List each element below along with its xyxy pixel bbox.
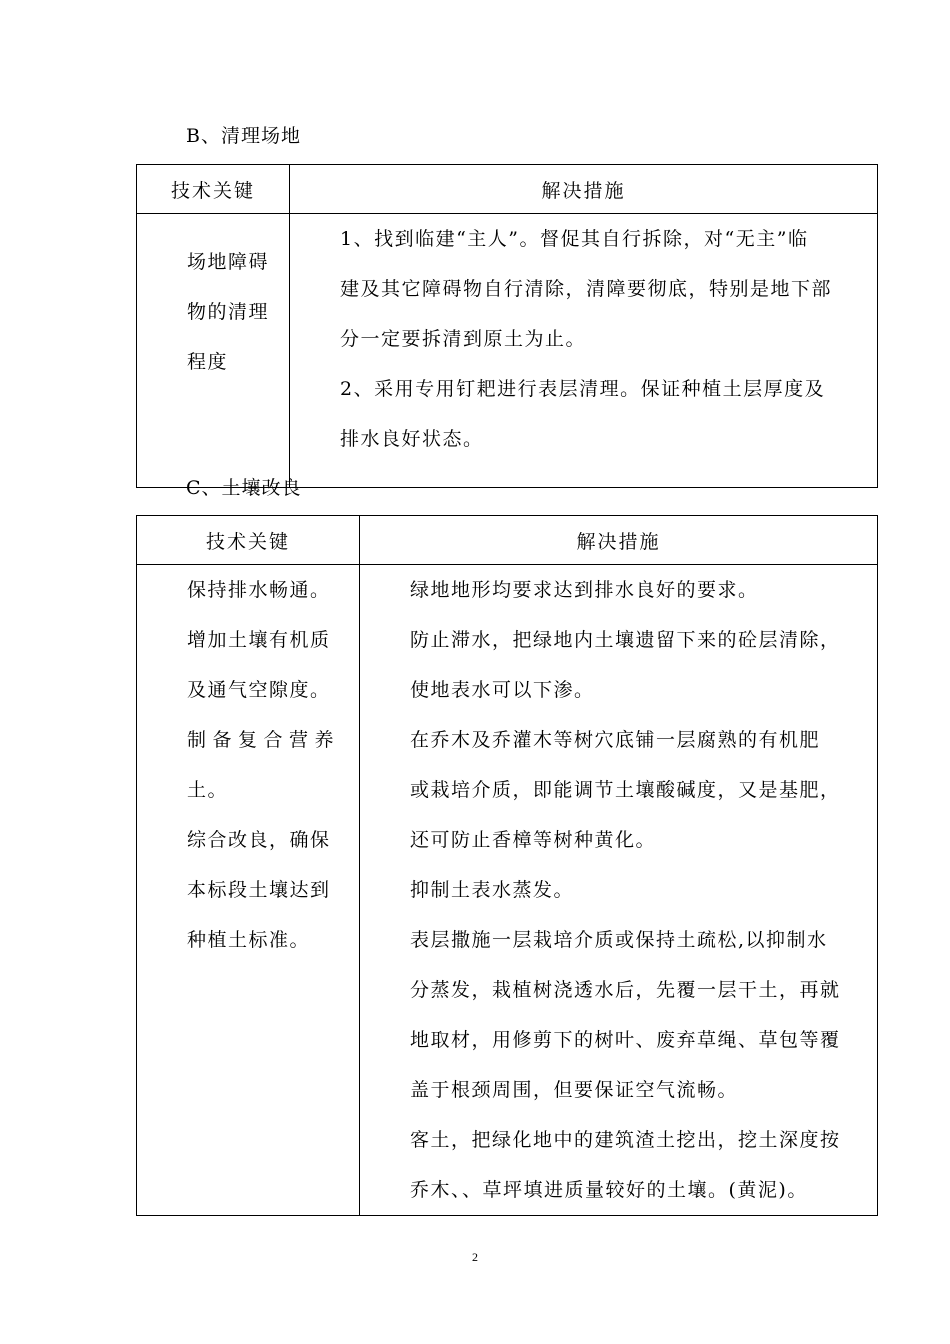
key-line: 增加土壤有机质 (187, 629, 331, 651)
header-solution: 解决措施 (360, 516, 878, 565)
solution-line: 分一定要拆清到原土为止。 (340, 328, 587, 350)
solution-line: 1、找到临建“主人”。督促其自行拆除，对“无主”临 (340, 228, 809, 250)
solution-line: 还可防止香樟等树种黄化。 (410, 829, 657, 851)
key-line: 场地障碍 (187, 251, 270, 273)
page-number: 2 (472, 1250, 478, 1264)
table-header-row (137, 516, 878, 565)
section-b-title: B、清理场地 (186, 125, 301, 147)
solution-line: 排水良好状态。 (340, 428, 484, 450)
solution-line: 表层撒施一层栽培介质或保持土疏松,以抑制水 (410, 929, 828, 951)
solution-line: 绿地地形均要求达到排水良好的要求。 (410, 579, 759, 601)
table-row (137, 214, 878, 488)
key-line: 制备复合营养 (187, 729, 341, 751)
solution-line: 建及其它障碍物自行清除，清障要彻底，特别是地下部 (340, 278, 833, 300)
table-row (137, 565, 878, 1216)
section-c-title: C、土壤改良 (186, 477, 302, 499)
section-b-table (136, 164, 878, 488)
solution-line: 分蒸发，栽植树浇透水后，先覆一层干土，再就 (410, 979, 841, 1001)
solution-line: 使地表水可以下渗。 (410, 679, 595, 701)
key-line: 土。 (187, 779, 229, 801)
key-line: 物的清理 (187, 301, 270, 323)
header-key: 技术关键 (137, 165, 290, 214)
key-line: 综合改良，确保 (187, 829, 331, 851)
solution-line: 防止滞水，把绿地内土壤遗留下来的砼层清除， (410, 629, 841, 651)
header-key: 技术关键 (137, 516, 360, 565)
solution-line: 客土，把绿化地中的建筑渣土挖出，挖土深度按 (410, 1129, 841, 1151)
header-solution: 解决措施 (290, 165, 878, 214)
key-line: 程度 (187, 351, 229, 373)
section-c-table (136, 515, 878, 1216)
solution-cell (360, 565, 878, 1216)
solution-line: 抑制土表水蒸发。 (410, 879, 575, 901)
key-line: 及通气空隙度。 (187, 679, 331, 701)
solution-line: 盖于根颈周围，但要保证空气流畅。 (410, 1079, 739, 1101)
solution-line: 2、采用专用钉耙进行表层清理。保证种植土层厚度及 (340, 378, 826, 400)
key-cell (137, 565, 360, 1216)
solution-line: 在乔木及乔灌木等树穴底铺一层腐熟的有机肥 (410, 729, 821, 751)
solution-line: 或栽培介质，即能调节土壤酸碱度，又是基肥， (410, 779, 841, 801)
key-line: 保持排水畅通。 (187, 579, 331, 601)
solution-cell (290, 214, 878, 488)
table-header-row (137, 165, 878, 214)
solution-line: 乔木、、草坪填进质量较好的土壤。(黄泥)。 (410, 1179, 808, 1201)
key-cell (137, 214, 290, 488)
key-line: 本标段土壤达到 (187, 879, 331, 901)
solution-line: 地取材，用修剪下的树叶、废弃草绳、草包等覆 (410, 1029, 841, 1051)
key-line: 种植土标准。 (187, 929, 311, 951)
